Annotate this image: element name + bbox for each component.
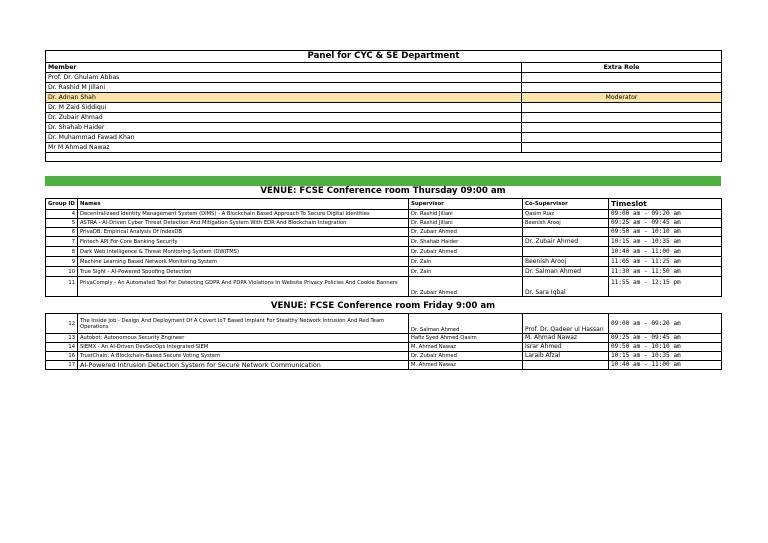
timeslot: 09:50 am - 10:10 am [609, 228, 722, 237]
supervisor: Dr. Zubair Ahmed [409, 277, 523, 297]
group-id: 8 [46, 247, 78, 257]
member-role: Moderator [522, 93, 722, 103]
project-name: Fintech API For Core Banking Security [78, 237, 409, 247]
timeslot-header: Timeslot [609, 199, 722, 210]
supervisor-header: Supervisor [409, 199, 523, 210]
supervisor: Dr. Rashid Jillani [409, 210, 523, 219]
table-row [46, 267, 722, 277]
cosupervisor: Laraib Afzal [523, 352, 609, 361]
member-row [46, 133, 722, 143]
member-role [522, 113, 722, 123]
cosupervisor: Beenish Arooj [523, 257, 609, 267]
group-id: 16 [46, 352, 78, 361]
venue-thursday-heading: VENUE: FCSE Conference room Thursday 09:00 am [260, 186, 506, 196]
group-id: 9 [46, 257, 78, 267]
table-row [46, 219, 722, 228]
project-name: Machine Learning Based Network Monitoring System [78, 257, 409, 267]
project-name: Autobot: Autonomous Security Engineer [78, 334, 409, 343]
names-header: Names [78, 199, 409, 210]
member-name: Dr. Muhammad Fawad Khan [46, 133, 522, 143]
timeslot: 09:00 am - 09:20 am [609, 210, 722, 219]
timeslot: 11:05 am - 11:25 am [609, 257, 722, 267]
timeslot: 11:30 am - 11:50 am [609, 267, 722, 277]
cosupervisor: Dr. Salman Ahmed [523, 267, 609, 277]
project-name: PrivaComply - An Automated Tool For Detecting GDPR And PDPA Violations In Website Privacy Policies And Cookie Banners [78, 277, 409, 297]
timeslot: 10:40 am - 11:00 am [609, 361, 722, 370]
extra-role-header: Extra Role [522, 63, 722, 73]
table-row [46, 237, 722, 247]
member-name: Dr. Adnan Shah [46, 93, 522, 103]
cosupervisor: Dr. Zubair Ahmed [523, 237, 609, 247]
table-row [46, 352, 722, 361]
member-row [46, 103, 722, 113]
project-name: The Inside Job - Design And Deployment Of A Covert IoT Based Implant For Stealthy Network Intrusion And Red Team Operations [78, 314, 409, 334]
supervisor: Dr. Salman Ahmed [409, 314, 523, 334]
group-id: 13 [46, 334, 78, 343]
group-id: 7 [46, 237, 78, 247]
table-row [46, 361, 722, 370]
cosupervisor: M. Ahmad Nawaz [523, 334, 609, 343]
member-name: Prof. Dr. Ghulam Abbas [46, 73, 522, 83]
project-name: AI-Powered Intrusion Detection System for Secure Network Communication [78, 361, 409, 370]
project-name: Dark Web Intelligence & Threat Monitoring System (DWITMS) [78, 247, 409, 257]
member-role [522, 123, 722, 133]
table-row [46, 334, 722, 343]
table-row [46, 257, 722, 267]
cosupervisor [523, 228, 609, 237]
group-id: 10 [46, 267, 78, 277]
section-divider [45, 176, 721, 186]
cosupervisor [523, 247, 609, 257]
supervisor: M. Ahmad Nawaz [409, 343, 523, 352]
project-name: SIEMX - An AI-Driven DevSecOps Integrated SIEM [78, 343, 409, 352]
project-name: ASTRA - AI-Driven Cyber Threat Detection And Mitigation System With EDR And Blockchain Integration [78, 219, 409, 228]
project-name: Decentralizaed Identity Management System (DIMS) - A Blockchain Based Approach To Secure Digital Identities [78, 210, 409, 219]
timeslot: 09:50 am - 10:10 am [609, 343, 722, 352]
table-row [46, 314, 722, 334]
supervisor: Dr. Zubair Ahmed [409, 228, 523, 237]
member-role [522, 143, 722, 153]
member-role [522, 73, 722, 83]
schedule-table-friday [45, 313, 722, 370]
cosupervisor: Qasim Riaz [523, 210, 609, 219]
member-role [522, 133, 722, 143]
project-name: True Sight - AI-Powered Spoofing Detection [78, 267, 409, 277]
member-role [522, 103, 722, 113]
blank-row [46, 153, 722, 162]
member-row [46, 83, 722, 93]
panel-title: Panel for CYC & SE Department [46, 51, 722, 63]
project-name: TrustChain: A Blockchain-Based Secure Voting System [78, 352, 409, 361]
group-id: 6 [46, 228, 78, 237]
venue-friday-heading: VENUE: FCSE Conference room Friday 9:00 am [270, 301, 496, 311]
group-id: 11 [46, 277, 78, 297]
supervisor: Dr. Zain [409, 257, 523, 267]
member-name: Dr. M Zaid Siddiqui [46, 103, 522, 113]
group-id: 14 [46, 343, 78, 352]
cosupervisor [523, 361, 609, 370]
supervisor: Dr. Zubair Ahmed [409, 352, 523, 361]
member-row-highlighted [46, 93, 722, 103]
cosupervisor: Beenish Arooj [523, 219, 609, 228]
panel-table [45, 50, 722, 162]
member-header: Member [46, 63, 522, 73]
member-name: Dr. Rashid M Jillani [46, 83, 522, 93]
supervisor: Dr. Zain [409, 267, 523, 277]
supervisor: Dr. Shahab Haider [409, 237, 523, 247]
timeslot: 10:40 am - 11:00 am [609, 247, 722, 257]
member-row [46, 73, 722, 83]
table-row [46, 228, 722, 237]
cosupervisor: Dr. Sara Iqbal [523, 277, 609, 297]
group-id: 5 [46, 219, 78, 228]
member-name: Dr. Zubair Ahmad [46, 113, 522, 123]
project-name: PrivaDB: Empirical Analysis Of IndexDB [78, 228, 409, 237]
supervisor: Hafiz Syed Ahmed Qasim [409, 334, 523, 343]
group-id: 4 [46, 210, 78, 219]
group-id: 17 [46, 361, 78, 370]
member-row [46, 113, 722, 123]
timeslot: 11:55 am - 12:15 pm [609, 277, 722, 297]
member-row [46, 123, 722, 133]
group-id: 12 [46, 314, 78, 334]
table-row [46, 247, 722, 257]
cosupervisor: Prof. Dr. Qadeer ul Hassan [523, 314, 609, 334]
table-row [46, 277, 722, 297]
table-row [46, 343, 722, 352]
member-row [46, 143, 722, 153]
supervisor: Dr. Zubair Ahmed [409, 247, 523, 257]
table-row [46, 210, 722, 219]
supervisor: Dr. Rashid Jillani [409, 219, 523, 228]
member-name: Mr M Ahmad Nawaz [46, 143, 522, 153]
member-name: Dr. Shahab Haider [46, 123, 522, 133]
schedule-table-thursday [45, 198, 722, 297]
member-role [522, 83, 722, 93]
timeslot: 09:00 am - 09:20 am [609, 314, 722, 334]
group-id-header: Group ID [46, 199, 78, 210]
cosupervisor-header: Co-Supervisor [523, 199, 609, 210]
timeslot: 09:25 am - 09:45 am [609, 219, 722, 228]
timeslot: 09:25 am - 09:45 am [609, 334, 722, 343]
timeslot: 10:15 am - 10:35 am [609, 352, 722, 361]
cosupervisor: Israr Ahmed [523, 343, 609, 352]
supervisor: M. Ahmed Nawaz [409, 361, 523, 370]
timeslot: 10:15 am - 10:35 am [609, 237, 722, 247]
